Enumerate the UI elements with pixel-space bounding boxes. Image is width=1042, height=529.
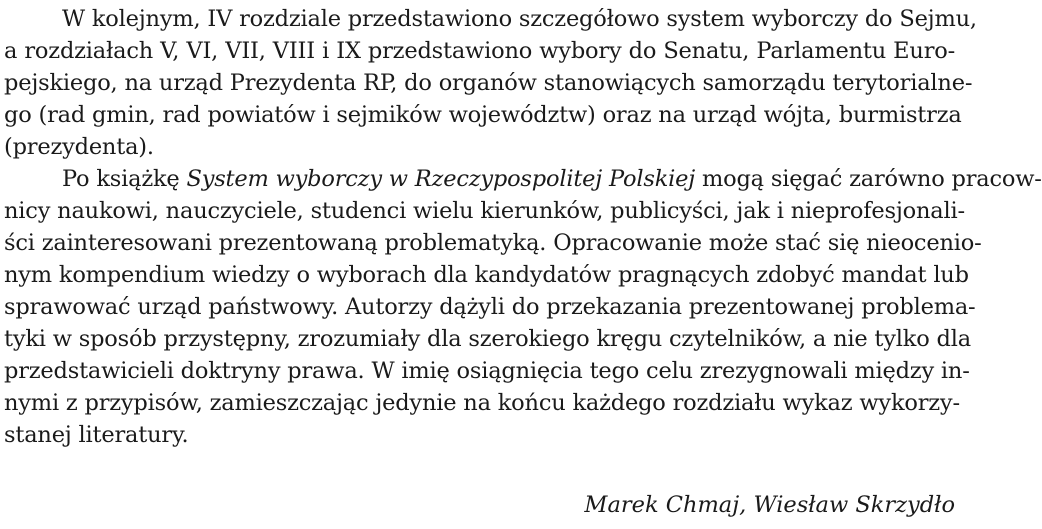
paragraph-1-line-5: (prezydenta). bbox=[4, 134, 154, 160]
paragraph-2-line-1 bbox=[62, 161, 1042, 197]
paragraph-1-line-3: pejskiego, na urząd Prezydenta RP, do organów stanowiących samorządu terytorialne- bbox=[4, 70, 973, 96]
paragraph-1-line-2: a rozdziałach V, VI, VII, VIII i IX przedstawiono wybory do Senatu, Parlamentu Euro- bbox=[4, 38, 955, 64]
book-title: System wyborczy w Rzeczypospolitej Polskiej bbox=[186, 166, 696, 192]
paragraph-2-line-4: nym kompendium wiedzy o wyborach dla kandydatów pragnących zdobyć mandat lub bbox=[4, 262, 969, 288]
paragraph-2-line-5: sprawować urząd państwowy. Autorzy dążyli do przekazania prezentowanej problema- bbox=[4, 294, 976, 320]
paragraph-2-intro: Po książkę bbox=[62, 166, 187, 192]
paragraph-2-line-2: nicy naukowi, nauczyciele, studenci wielu kierunków, publicyści, jak i nieprofesjonali- bbox=[4, 198, 965, 224]
paragraph-2-line-1-end: mogą sięgać zarówno pracow- bbox=[695, 166, 1042, 192]
paragraph-2-line-8: nymi z przypisów, zamieszczając jedynie na końcu każdego rozdziału wykaz wykorzy- bbox=[4, 390, 960, 416]
paragraph-1-line-4: go (rad gmin, rad powiatów i sejmików województw) oraz na urząd wójta, burmistrza bbox=[4, 102, 962, 128]
paragraph-2-line-6: tyki w sposób przystępny, zrozumiały dla szerokiego kręgu czytelników, a nie tylko dla bbox=[4, 326, 971, 352]
author-signature: Marek Chmaj, Wiesław Skrzydło bbox=[584, 492, 955, 518]
paragraph-2-line-3: ści zainteresowani prezentowaną problematyką. Opracowanie może stać się nieocenio- bbox=[4, 230, 982, 256]
paragraph-2-line-7: przedstawicieli doktryny prawa. W imię osiągnięcia tego celu zrezygnowali między in- bbox=[4, 358, 970, 384]
paragraph-2-line-9: stanej literatury. bbox=[4, 422, 189, 448]
document-page bbox=[4, 0, 1042, 529]
paragraph-1-line-1: W kolejnym, IV rozdziale przedstawiono szczegółowo system wyborczy do Sejmu, bbox=[62, 6, 977, 32]
